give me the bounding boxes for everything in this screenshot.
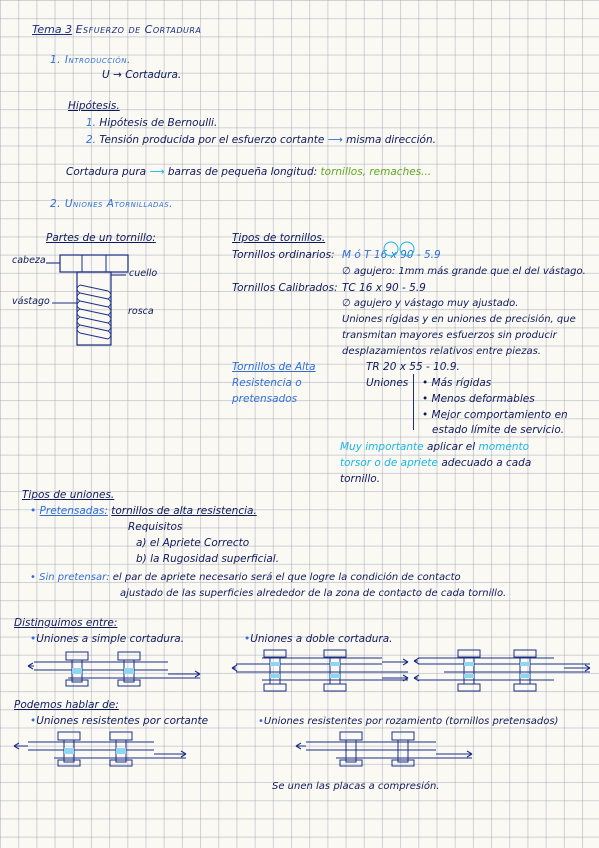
cortadura-label: Cortadura. [125,69,182,81]
alta-bullet-2: • Menos deformables [422,393,535,405]
alta-bullet-3-text: Mejor comportamiento en [431,409,568,421]
ordinarios-desc: ∅ agujero: 1mm más grande que el del vástago. [342,266,586,277]
importante-line-2 [340,458,531,470]
label-vastago: vástago [12,296,50,307]
hipotesis-1-text: Hipótesis de Bernoulli. [99,117,218,129]
hipotesis-2 [86,135,436,147]
simple-shear-diagram [28,648,203,688]
shear-plane [464,662,474,666]
circle-marker [384,242,398,256]
bolt-head [458,650,480,657]
arrow-icon: ⟶ [149,166,165,178]
double-shear-diagram-2 [414,648,594,692]
tipos-tornillos-title: Tipos de tornillos. [232,232,326,244]
alta-bullet-1: • Más rígidas [422,377,492,389]
alta-label-3: pretensados [232,393,298,405]
sin-pretensar-label: Sin pretensar: [39,572,110,583]
bolt-nut [264,684,286,691]
section-2-heading: 2. Uniones Atornilladas. [50,198,173,210]
calibrados-label: Tornillos Calibrados: [232,282,338,294]
alta-code: TR 20 x 55 - 10.9. [366,361,460,373]
bolt-nut [514,684,536,691]
force-arrow-left [414,675,419,681]
bolt-head [264,650,286,657]
importante-line-1 [340,442,529,454]
cortadura-pura-examples: tornillos, remaches... [320,166,432,178]
arrow-icon: → [113,69,122,81]
cortante-diagram [14,728,189,772]
alta-uniones: Uniones [366,377,409,389]
shear-plane [270,674,280,678]
bolt-nut [66,680,88,686]
bolt-nut [340,760,362,766]
bolt-head [58,732,80,740]
sin-pretensar-text-2: ajustado de las superficies alrededor de la zona de contacto de cada tornillo. [120,588,507,599]
rozamiento-diagram [296,728,476,772]
section-1-heading: 1. Introducción. [50,54,131,66]
hipotesis-2-result: misma dirección. [346,134,436,146]
bolt-head [110,732,132,740]
brace-line [413,374,414,430]
cortadura-pura-result: barras de pequeña longitud: [167,166,318,178]
highlight-circles [383,240,417,258]
shear-plane [330,662,340,666]
pretensadas-label: Pretensadas: [39,505,108,517]
bolt-nut [118,680,140,686]
bolt-head [324,650,346,657]
cortadura-pura-label: Cortadura pura [66,166,147,178]
doble-label: •Uniones a doble cortadura. [244,633,393,645]
shear-plane [116,748,126,754]
rozamiento-label: •Uniones resistentes por rozamiento (tornillos pretensados) [258,716,559,727]
force-arrow-left [296,743,306,749]
shear-plane [64,748,74,754]
doble-text: Uniones a doble cortadura. [250,633,393,645]
importante-b: aplicar el [426,441,476,453]
cortante-text: Uniones resistentes por cortante [36,715,209,727]
label-cabeza: cabeza [12,255,46,266]
force-arrow-right [168,671,200,677]
bolt-shank [77,272,111,345]
label-rosca: rosca [128,306,154,317]
alta-bullet-3: • Mejor comportamiento en [422,409,568,421]
shear-plane [124,668,134,674]
hipotesis-2-text: Tensión producida por el esfuerzo cortante [99,134,325,146]
alta-bullet-2-text: Menos deformables [431,393,535,405]
title-text: Esfuerzo de Cortadura [75,23,202,36]
calibrados-desc-1: ∅ agujero y vástago muy ajustado. [342,298,519,309]
shear-plane [330,674,340,678]
rozamiento-text: Uniones resistentes por rozamiento (tornillos pretensados) [263,716,559,727]
shear-plane [72,668,82,674]
bolt-head [514,650,536,657]
requisito-a: a) el Apriete Correcto [136,537,250,549]
alta-bullet-3b: estado límite de servicio. [432,424,565,436]
force-arrow-right [154,751,186,757]
force-arrow-left [232,665,237,671]
force-arrow-left [14,743,28,749]
pretensadas-line: • Pretensadas: tornillos de alta resistencia. [30,505,257,517]
alta-label-2: Resistencia o [232,377,302,389]
bolt-head [340,732,362,740]
partes-title: Partes de un tornillo: [46,232,156,244]
cortante-label: •Uniones resistentes por cortante [30,715,209,727]
section-1-sub [102,70,181,82]
importante-d: torsor o de apriete [340,457,439,469]
bolt-nut [392,760,414,766]
double-shear-diagram-1 [232,648,412,692]
ordinarios-label: Tornillos ordinarios: [232,249,335,261]
importante-a: Muy importante [340,441,424,453]
title-number: Tema 3 [32,23,73,36]
sin-pretensar-line: • Sin pretensar: el par de apriete necesario será el que logre la condición de contacto [30,572,461,583]
hipotesis-1-num: 1. [86,117,97,129]
circle-marker [400,242,414,256]
bolt-threads [80,285,108,339]
label-cuello: cuello [129,268,158,279]
force-arrow-right [436,751,472,757]
distinguimos-title: Distinguimos entre: [14,617,118,629]
bolt-nut [110,760,132,766]
force-arrow-right [382,659,408,665]
shear-plane [464,674,474,678]
simple-text: Uniones a simple cortadura. [36,633,185,645]
shear-plane [270,662,280,666]
force-arrow-right [564,665,590,671]
tipos-uniones-title: Tipos de uniones. [22,489,115,501]
force-arrow-left [28,663,34,669]
bolt-head [392,732,414,740]
force-arrow-left [414,658,419,664]
alta-label-1: Tornillos de Alta [232,361,316,373]
calibrados-code: TC 16 x 90 - 5.9 [342,282,426,294]
alta-bullet-1-text: Más rígidas [431,377,492,389]
page-title [32,24,201,36]
bolt-nut [58,760,80,766]
cortadura-pura [66,167,431,179]
bolt-head [60,255,128,272]
hipotesis-title: Hipótesis. [68,100,120,112]
bolt-nut [458,684,480,691]
bolt-head [66,652,88,660]
pretensadas-text: tornillos de alta resistencia. [111,505,257,517]
ordinarios-code: M ó T 16 x 90 - 5.9 [342,249,441,261]
importante-c: momento [478,441,530,453]
calibrados-desc-3: transmitan mayores esfuerzos sin producir [342,330,557,341]
shear-symbol: U [102,69,110,81]
podemos-title: Podemos hablar de: [14,699,119,711]
shear-plane [520,674,530,678]
compresion-note: Se unen las placas a compresión. [272,781,440,792]
arrow-icon: ⟶ [327,134,343,146]
simple-label: •Uniones a simple cortadura. [30,633,185,645]
bolt-shank [398,740,408,762]
bolt-head [118,652,140,660]
calibrados-desc-2: Uniones rígidas y en uniones de precisión, que [342,314,576,325]
importante-e: adecuado a cada [441,457,532,469]
bolt-shank [346,740,356,762]
sin-pretensar-text-1: el par de apriete necesario será el que logre la condición de contacto [112,572,461,583]
requisitos: Requisitos [128,521,183,533]
bolt-nut [324,684,346,691]
importante-line-3: tornillo. [340,473,381,485]
hipotesis-2-num: 2. [86,134,97,146]
requisito-b: b) la Rugosidad superficial. [136,553,280,565]
shear-plane [520,662,530,666]
hipotesis-1 [86,118,217,130]
calibrados-desc-4: desplazamientos relativos entre piezas. [342,346,541,357]
